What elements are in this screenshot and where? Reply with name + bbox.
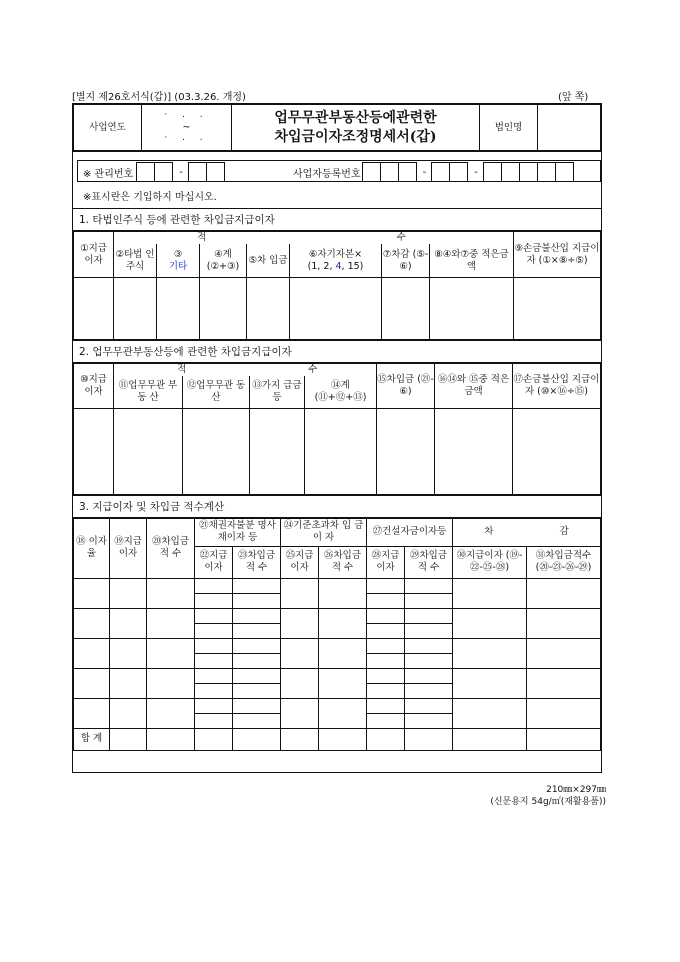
s2-cell-3[interactable] bbox=[183, 408, 250, 494]
s3-data-cell[interactable] bbox=[233, 578, 281, 593]
s2-cell-2[interactable] bbox=[114, 408, 183, 494]
biz-reg-box-7[interactable] bbox=[501, 162, 520, 182]
s2-data-row bbox=[74, 408, 601, 494]
biz-reg-box-1[interactable] bbox=[362, 162, 381, 182]
s3-data-cell[interactable] bbox=[405, 683, 453, 698]
s1-col-5: ⑤차 입금 bbox=[247, 244, 290, 278]
s3-data-cell[interactable] bbox=[195, 638, 233, 653]
s3-data-cell[interactable] bbox=[527, 608, 601, 638]
s3-data-cell[interactable] bbox=[195, 608, 233, 623]
s1-col-6 bbox=[290, 244, 382, 278]
s1-col-2: ②타법 인주식 bbox=[114, 244, 157, 278]
s3-data-cell[interactable] bbox=[195, 698, 233, 713]
s1-su-header: 수 bbox=[290, 232, 514, 244]
s1-col-3-num: ③ bbox=[173, 248, 183, 260]
s1-cell-2[interactable] bbox=[114, 278, 157, 340]
s3-data-cell[interactable] bbox=[195, 683, 233, 698]
s3-data-cell[interactable] bbox=[405, 608, 453, 623]
s1-accum-header: 적 bbox=[114, 232, 290, 244]
s3-data-cell[interactable] bbox=[74, 638, 110, 668]
s3-data-cell[interactable] bbox=[405, 638, 453, 653]
s3-data-cell[interactable] bbox=[367, 668, 405, 683]
s3-data-cell[interactable] bbox=[367, 683, 405, 698]
biz-reg-dash-1: - bbox=[422, 166, 427, 178]
s1-col-3 bbox=[157, 244, 200, 278]
s3-data-cell[interactable] bbox=[453, 578, 527, 608]
s1-cell-8[interactable] bbox=[430, 278, 514, 340]
corp-name-field[interactable] bbox=[538, 105, 601, 151]
biz-reg-box-3[interactable] bbox=[398, 162, 417, 182]
s3-data-cell[interactable] bbox=[74, 698, 110, 728]
section-2-table bbox=[73, 363, 601, 494]
s2-col-14: ⑭계 (⑪+⑫+⑬) bbox=[305, 376, 377, 408]
s2-cell-1[interactable] bbox=[74, 408, 114, 494]
biz-year-label: 사업연도 bbox=[74, 105, 142, 151]
table-row bbox=[74, 668, 601, 683]
page-side-label: (앞 쪽) bbox=[558, 92, 589, 103]
title-line-1: 업무무관부동산등에관련한 bbox=[274, 109, 437, 126]
s3-data-cell[interactable] bbox=[110, 698, 147, 728]
s3-data-cell[interactable] bbox=[319, 638, 367, 668]
s3-data-cell[interactable] bbox=[147, 638, 195, 668]
period-end: · . . bbox=[164, 133, 209, 144]
title-line-2: 차입금이자조정명세서(갑) bbox=[274, 128, 437, 145]
s1-col-9: ⑨손금불산입 지급이자 (①×⑧÷⑤) bbox=[514, 232, 601, 278]
s3-data-cell[interactable] bbox=[367, 608, 405, 623]
s3-data-cell[interactable] bbox=[405, 698, 453, 713]
s3-data-cell[interactable] bbox=[110, 638, 147, 668]
mgmt-no-dash: - bbox=[179, 166, 183, 178]
s2-cell-8[interactable] bbox=[513, 408, 601, 494]
s3-data-cell[interactable] bbox=[367, 698, 405, 713]
form-title bbox=[232, 105, 480, 151]
s1-cell-9[interactable] bbox=[514, 278, 601, 340]
biz-reg-box-10[interactable] bbox=[555, 162, 574, 182]
s2-col-12: ⑫업무무관 동 산 bbox=[183, 376, 250, 408]
s1-cell-1[interactable] bbox=[74, 278, 114, 340]
s3-sub-30: ㉚지급이자 (⑲-㉒-㉕-㉘) bbox=[453, 546, 527, 578]
s3-data-cell[interactable] bbox=[319, 668, 367, 698]
s3-data-cell[interactable] bbox=[405, 593, 453, 608]
biz-reg-label: 사업자등록번호 bbox=[293, 168, 361, 180]
biz-reg-box-4[interactable] bbox=[431, 162, 450, 182]
s3-data-cell[interactable] bbox=[453, 608, 527, 638]
s2-cell-4[interactable] bbox=[250, 408, 305, 494]
s3-data-cell[interactable] bbox=[195, 623, 233, 638]
s3-data-cell[interactable] bbox=[281, 578, 319, 608]
s3-data-cell[interactable] bbox=[195, 578, 233, 593]
s3-sub-31: ㉛차입금적수 (⑳-㉓-㉖-㉙) bbox=[527, 546, 601, 578]
s3-data-cell[interactable] bbox=[147, 698, 195, 728]
s3-data-cell[interactable] bbox=[367, 653, 405, 668]
s1-col-interest: ①지급 이자 bbox=[74, 232, 114, 278]
s3-total-cell[interactable] bbox=[110, 728, 147, 750]
mgmt-no-box-3[interactable] bbox=[188, 162, 207, 182]
s3-total-cell[interactable] bbox=[233, 728, 281, 750]
s3-total-label: 합 계 bbox=[74, 728, 110, 750]
s3-grp-diff-a: 차 bbox=[484, 526, 494, 538]
s3-data-cell[interactable] bbox=[405, 668, 453, 683]
s3-data-cell[interactable] bbox=[74, 668, 110, 698]
period-tilde: ~ bbox=[182, 121, 191, 133]
s2-col-16: ⑯⑭와 ⑮중 적은 금액 bbox=[435, 364, 513, 408]
s3-data-cell[interactable] bbox=[527, 698, 601, 728]
section-1-table bbox=[73, 231, 601, 340]
s3-data-cell[interactable] bbox=[233, 713, 281, 728]
s1-col-6-b-pre: (1, 2, bbox=[307, 260, 336, 272]
s1-col-3-text: 기타 bbox=[168, 260, 188, 272]
s3-total-cell[interactable] bbox=[453, 728, 527, 750]
s3-data-cell[interactable] bbox=[453, 698, 527, 728]
id-note: ※표시란은 기입하지 마십시오. bbox=[83, 192, 217, 203]
biz-reg-box-8[interactable] bbox=[519, 162, 538, 182]
biz-reg-box-2[interactable] bbox=[380, 162, 399, 182]
s3-grp-24: ㉔기준초과차 입 금 이 자 bbox=[281, 518, 367, 546]
s3-data-cell[interactable] bbox=[195, 668, 233, 683]
biz-reg-box-9[interactable] bbox=[537, 162, 556, 182]
s3-data-cell[interactable] bbox=[233, 593, 281, 608]
mgmt-no-box-2[interactable] bbox=[154, 162, 173, 182]
s1-cell-7[interactable] bbox=[382, 278, 430, 340]
s3-data-cell[interactable] bbox=[527, 638, 601, 668]
s3-data-cell[interactable] bbox=[405, 653, 453, 668]
s2-col-10: ⑩지급 이자 bbox=[74, 364, 114, 408]
section-3-title: 3. 지급이자 및 차입금 적수계산 bbox=[73, 495, 601, 518]
s3-col-19: ⑲지급 이자 bbox=[110, 518, 147, 578]
s3-data-cell[interactable] bbox=[74, 578, 110, 608]
s3-data-cell[interactable] bbox=[281, 698, 319, 728]
s3-data-cell[interactable] bbox=[319, 578, 367, 608]
s3-data-cell[interactable] bbox=[367, 593, 405, 608]
s3-sub-28: ㉘지급 이자 bbox=[367, 546, 405, 578]
corp-name-label: 법인명 bbox=[480, 105, 538, 151]
biz-reg-dash-2: - bbox=[474, 166, 478, 178]
s3-data-cell[interactable] bbox=[110, 608, 147, 638]
s2-col-17: ⑰손금불산입 지급이자 (⑩×⑯÷⑮) bbox=[513, 364, 601, 408]
biz-reg-box-5[interactable] bbox=[449, 162, 468, 182]
s1-col-4: ④계 (②+③) bbox=[200, 244, 247, 278]
form-reference: [별지 제26호서식(갑)] (03.3.26. 개정) bbox=[72, 92, 246, 103]
s1-col-6-b-post: , 15) bbox=[341, 260, 364, 272]
s3-data-cell[interactable] bbox=[405, 578, 453, 593]
s1-col-7: ⑦차감 (⑤-⑥) bbox=[382, 244, 430, 278]
s3-col-20: ⑳차입금 적 수 bbox=[147, 518, 195, 578]
s3-data-cell[interactable] bbox=[527, 578, 601, 608]
s2-cell-5[interactable] bbox=[305, 408, 377, 494]
s2-su-header: 수 bbox=[250, 364, 377, 376]
s3-sub-22: ㉒지급 이자 bbox=[195, 546, 233, 578]
s2-cell-7[interactable] bbox=[435, 408, 513, 494]
s3-data-cell[interactable] bbox=[367, 623, 405, 638]
s3-data-cell[interactable] bbox=[527, 668, 601, 698]
mgmt-no-box-4[interactable] bbox=[206, 162, 225, 182]
s3-data-cell[interactable] bbox=[319, 608, 367, 638]
s1-cell-4[interactable] bbox=[200, 278, 247, 340]
s3-data-cell[interactable] bbox=[281, 668, 319, 698]
s3-total-row bbox=[74, 728, 601, 750]
s3-data-cell[interactable] bbox=[367, 638, 405, 653]
s3-data-cell[interactable] bbox=[74, 608, 110, 638]
s3-sub-25: ㉕지급 이자 bbox=[281, 546, 319, 578]
s1-cell-3[interactable] bbox=[157, 278, 200, 340]
biz-reg-box-6[interactable] bbox=[483, 162, 502, 182]
s3-data-cell[interactable] bbox=[147, 578, 195, 608]
s3-grp-27: ㉗건설자금이자등 bbox=[367, 518, 453, 546]
s3-data-cell[interactable] bbox=[233, 608, 281, 623]
s3-data-cell[interactable] bbox=[405, 713, 453, 728]
s3-data-cell[interactable] bbox=[233, 698, 281, 713]
s3-data-cell[interactable] bbox=[147, 668, 195, 698]
s3-data-cell[interactable] bbox=[281, 638, 319, 668]
s3-data-cell[interactable] bbox=[453, 668, 527, 698]
table-row bbox=[74, 638, 601, 653]
s3-data-cell[interactable] bbox=[195, 593, 233, 608]
s3-sub-23: ㉓차입금 적 수 bbox=[233, 546, 281, 578]
table-row bbox=[74, 608, 601, 623]
s3-data-cell[interactable] bbox=[147, 608, 195, 638]
s1-cell-6[interactable] bbox=[290, 278, 382, 340]
s1-col-6-a: ⑥자기자본× bbox=[308, 248, 363, 260]
s3-data-cell[interactable] bbox=[405, 623, 453, 638]
s3-total-cell[interactable] bbox=[147, 728, 195, 750]
biz-period[interactable] bbox=[142, 105, 232, 151]
s3-grp-diff-b: 감 bbox=[559, 526, 569, 538]
s2-col-11: ⑪업무무관 부 동 산 bbox=[114, 376, 183, 408]
s3-total-cell[interactable] bbox=[281, 728, 319, 750]
mgmt-no-label: ※ 관리번호 bbox=[83, 168, 134, 180]
s3-data-cell[interactable] bbox=[453, 638, 527, 668]
form-body bbox=[72, 103, 602, 773]
s3-grp-diff bbox=[453, 518, 601, 546]
s3-data-cell[interactable] bbox=[233, 638, 281, 653]
s3-sub-29: ㉙차입금 적 수 bbox=[405, 546, 453, 578]
s3-data-cell[interactable] bbox=[367, 713, 405, 728]
s1-cell-5[interactable] bbox=[247, 278, 290, 340]
s3-data-cell[interactable] bbox=[233, 623, 281, 638]
mgmt-no-box-1[interactable] bbox=[136, 162, 155, 182]
s3-data-cell[interactable] bbox=[319, 698, 367, 728]
s3-data-cell[interactable] bbox=[110, 668, 147, 698]
s3-total-cell[interactable] bbox=[527, 728, 601, 750]
s3-total-cell[interactable] bbox=[367, 728, 405, 750]
s3-col-18: ⑱ 이자율 bbox=[74, 518, 110, 578]
s3-sub-26: ㉖차입금 적 수 bbox=[319, 546, 367, 578]
s1-col-8: ⑧④와⑦중 적은금액 bbox=[430, 244, 514, 278]
top-header-table bbox=[73, 104, 601, 151]
s3-total-cell[interactable] bbox=[195, 728, 233, 750]
s3-data-cell[interactable] bbox=[367, 578, 405, 593]
paper-size: 210㎜×297㎜ bbox=[546, 785, 606, 795]
section-3-table bbox=[73, 518, 601, 751]
s3-data-cell[interactable] bbox=[233, 653, 281, 668]
s3-data-cell[interactable] bbox=[110, 578, 147, 608]
s1-col-6-b-blue: 4 bbox=[335, 260, 342, 272]
s3-data-cell[interactable] bbox=[233, 683, 281, 698]
section-1-title: 1. 타법인주식 등에 관련한 차입금지급이자 bbox=[73, 208, 601, 231]
s2-cell-6[interactable] bbox=[377, 408, 435, 494]
id-row bbox=[73, 151, 601, 208]
s3-data-cell[interactable] bbox=[195, 713, 233, 728]
s2-col-13: ⑬가지 급금등 bbox=[250, 376, 305, 408]
table-row bbox=[74, 578, 601, 593]
s2-accum-header: 적 bbox=[114, 364, 250, 376]
s3-total-cell[interactable] bbox=[405, 728, 453, 750]
s3-total-cell[interactable] bbox=[319, 728, 367, 750]
s3-data-cell[interactable] bbox=[233, 668, 281, 683]
section-2-title: 2. 업무무관부동산등에 관련한 차입금지급이자 bbox=[73, 340, 601, 363]
paper-type: (신문용지 54g/㎡(재활용품)) bbox=[490, 797, 606, 807]
s1-data-row bbox=[74, 278, 601, 340]
s3-grp-21: ㉑채권자불분 명사채이자 등 bbox=[195, 518, 281, 546]
s3-data-cell[interactable] bbox=[195, 653, 233, 668]
period-start: · . . bbox=[164, 110, 209, 121]
s2-col-15: ⑮차입금 (㉑-⑥) bbox=[377, 364, 435, 408]
s3-data-cell[interactable] bbox=[281, 608, 319, 638]
table-row bbox=[74, 698, 601, 713]
